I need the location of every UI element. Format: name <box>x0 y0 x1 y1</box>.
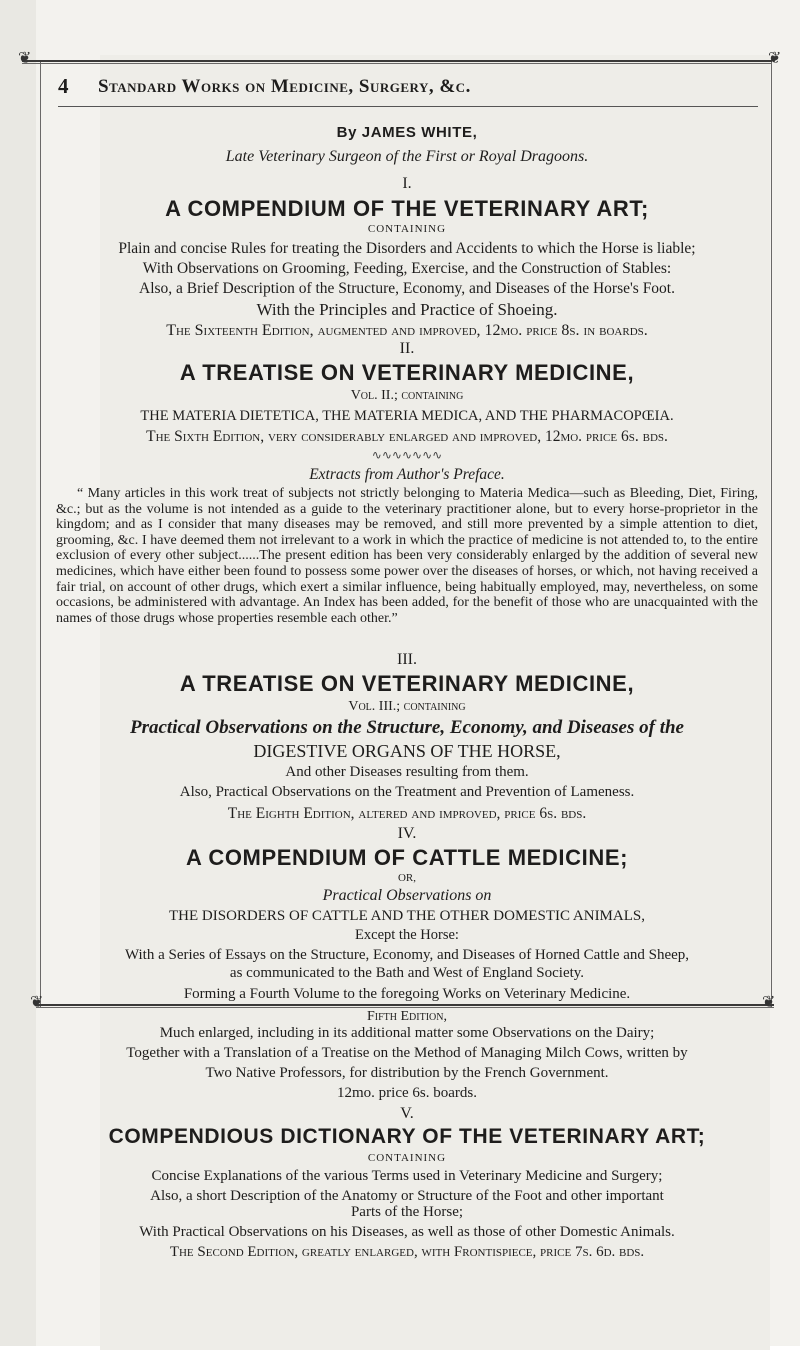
work-line: Plain and concise Rules for treating the Disorders and Accidents to which the Horse is liable; <box>118 240 696 257</box>
work-line: With the Principles and Practice of Shoeing. <box>256 300 558 319</box>
work-line: 12mo. price 6s. boards. <box>337 1085 477 1101</box>
work-title: COMPENDIOUS DICTIONARY OF THE VETERINARY ART; <box>108 1125 706 1148</box>
edition-line: The Eighth Edition, altered and improved, price 6s. bds. <box>227 805 587 822</box>
author-byline: By JAMES WHITE, <box>336 124 478 141</box>
work-line: Except the Horse: <box>355 927 459 943</box>
work-line: With Practical Observations on his Diseases, as well as those of other Domestic Animals. <box>139 1224 675 1240</box>
top-border-rule-thin <box>22 63 772 64</box>
header-rule <box>58 106 758 107</box>
work-line: Practical Observations on <box>322 887 492 904</box>
work-line: Parts of the Horse; <box>350 1204 464 1220</box>
section-numeral: I. <box>402 175 412 192</box>
work-line: Concise Explanations of the various Terms used in Veterinary Medicine and Surgery; <box>151 1168 663 1184</box>
work-line: Also, a short Description of the Anatomy or Structure of the Foot and other important <box>150 1188 664 1204</box>
work-line: THE DISORDERS OF CATTLE AND THE OTHER DOMESTIC ANIMALS, <box>169 908 645 924</box>
work-line: Together with a Translation of a Treatise on the Method of Managing Milch Cows, written by <box>126 1045 688 1061</box>
left-border-rule <box>40 62 41 1007</box>
work-subtitle: CONTAINING <box>367 1152 447 1164</box>
work-line: Also, Practical Observations on the Treatment and Prevention of Lameness. <box>179 784 635 800</box>
work-title: A TREATISE ON VETERINARY MEDICINE, <box>179 360 635 385</box>
work-line: And other Diseases resulting from them. <box>285 764 529 780</box>
page-number: 4 <box>58 74 69 98</box>
corner-ornament-icon: ❦ <box>18 50 32 67</box>
work-line: Much enlarged, including in its additional matter some Observations on the Dairy; <box>159 1025 655 1041</box>
work-subtitle: OR, <box>397 872 417 884</box>
edition-line: The Sixth Edition, very considerably enlarged and improved, 12mo. price 6s. bds. <box>146 428 668 445</box>
running-title: Standard Works on Medicine, Surgery, &c. <box>98 76 471 97</box>
work-line: THE MATERIA DIETETICA, THE MATERIA MEDICA, AND THE PHARMACOPŒIA. <box>140 408 674 424</box>
edition-line: The Second Edition, greatly enlarged, with Frontispiece, price 7s. 6d. bds. <box>169 1244 645 1260</box>
bottom-border-rule <box>36 1004 774 1006</box>
work-line: With a Series of Essays on the Structure, Economy, and Diseases of Horned Cattle and Sheep, <box>124 947 690 963</box>
work-line: DIGESTIVE ORGANS OF THE HORSE, <box>253 741 561 761</box>
right-border-rule <box>771 62 772 1007</box>
work-line: as communicated to the Bath and West of England Society. <box>229 965 585 981</box>
work-line: Two Native Professors, for distribution by the French Government. <box>205 1065 609 1081</box>
work-line: Also, a Brief Description of the Structure, Economy, and Diseases of the Horse's Foot. <box>139 280 675 297</box>
work-line: Practical Observations on the Structure, Economy, and Diseases of the <box>129 717 684 738</box>
corner-ornament-icon: ❦ <box>30 994 44 1011</box>
top-border-rule <box>22 60 772 62</box>
section-numeral: IV. <box>397 825 417 842</box>
work-subtitle: Vol. II.; containing <box>350 388 464 403</box>
running-header <box>58 72 758 106</box>
edition-line: Fifth Edition, <box>367 1009 447 1024</box>
extract-heading: Extracts from Author's Preface. <box>309 466 505 483</box>
section-numeral: V. <box>400 1105 414 1122</box>
corner-ornament-icon: ❦ <box>768 50 782 67</box>
work-title: A COMPENDIUM OF CATTLE MEDICINE; <box>185 845 629 870</box>
bottom-border-rule-thin <box>36 1007 774 1008</box>
section-numeral: III. <box>397 651 417 668</box>
preface-extract: “ Many articles in this work treat of subjects not strictly belonging to Materia Medica—such as Bleeding, Diet, Firing, &c.; but as the volume is not intended as a guide to the veterinary practitioner alone, but to every horse-proprietor in the kingdom; and as I consider that many diseases may be removed, and still more prevented by a simple attention to diet, grooming, &c. I have deemed them not irrelevant to a work in which the practice of medicine is not attended to, to the entire exclusion of every other subject......The present edition has been very considerably enlarged by the addition of several new medicines, which have either been found to possess some power over the diseases of horses, or which, not having received a fair trial, on account of other drugs, which exert a similar influence, being habitually employed, may, nevertheless, on some occasions, be administered with advantage. An Index has been added, for the benefit of those who are unacquainted with the names of those drugs whose properties resemble each other.” <box>56 486 758 626</box>
page-gutter <box>0 0 36 1346</box>
author-title: Late Veterinary Surgeon of the First or Royal Dragoons. <box>225 148 589 165</box>
section-numeral: II. <box>399 340 415 357</box>
work-subtitle: Vol. III.; containing <box>348 699 466 714</box>
work-title: A COMPENDIUM OF THE VETERINARY ART; <box>165 196 649 221</box>
wavy-ornament: ∿∿∿∿∿∿∿ <box>371 448 443 462</box>
work-subtitle: CONTAINING <box>367 223 447 235</box>
work-title: A TREATISE ON VETERINARY MEDICINE, <box>179 671 635 696</box>
edition-line: The Sixteenth Edition, augmented and improved, 12mo. price 8s. in boards. <box>166 322 648 339</box>
corner-ornament-icon: ❦ <box>762 994 776 1011</box>
work-line: Forming a Fourth Volume to the foregoing Works on Veterinary Medicine. <box>183 986 631 1002</box>
work-line: With Observations on Grooming, Feeding, Exercise, and the Construction of Stables: <box>142 260 672 277</box>
